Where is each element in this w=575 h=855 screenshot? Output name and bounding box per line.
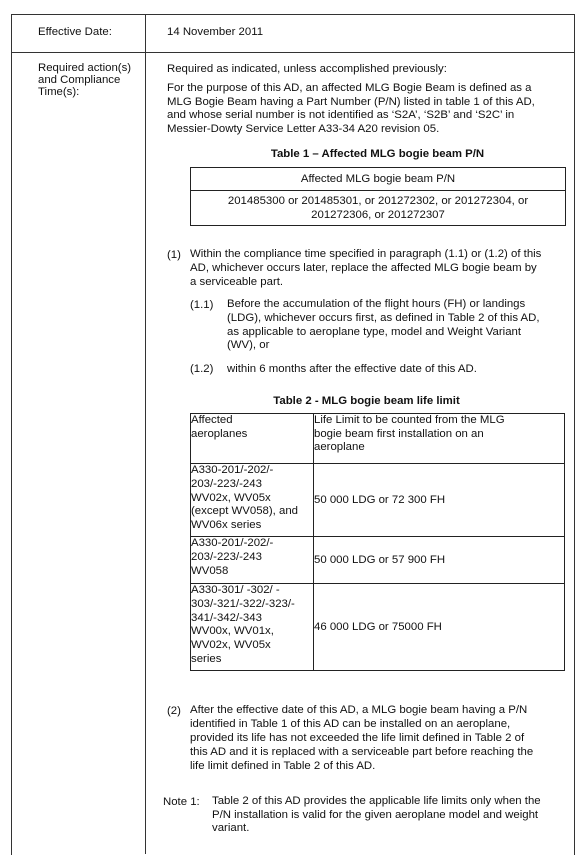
table2-caption: Table 2 - MLG bogie beam life limit — [273, 395, 460, 407]
para2-text — [190, 704, 533, 774]
table2 — [190, 413, 565, 671]
column-divider — [145, 14, 146, 854]
para1-1-line: Before the accumulation of the flight hours (FH) or landings — [227, 298, 526, 310]
purpose-paragraph — [167, 82, 535, 136]
effective-date-value: 14 November 2011 — [167, 26, 264, 38]
effective-date-label: Effective Date: — [38, 26, 112, 38]
table1-pn-cell — [191, 191, 566, 226]
compliance-label-line: Required action(s) — [38, 62, 132, 74]
purpose-line: For the purpose of this AD, an affected MLG Bogie Beam is defined as a — [167, 82, 532, 94]
aeroplane-line: series — [191, 652, 222, 665]
aeroplane-line: 303/-321/-322/-323/- — [191, 597, 295, 610]
intro-text: Required as indicated, unless accomplished previously: — [167, 63, 447, 75]
para1-2-number: (1.2) — [190, 363, 214, 375]
para1-1-number: (1.1) — [190, 299, 214, 311]
aeroplane-line: WV06x series — [191, 519, 262, 532]
table-row — [191, 584, 565, 671]
note1-label: Note 1: — [163, 796, 200, 808]
table2-col1-header — [191, 414, 314, 464]
note1-text — [212, 795, 541, 836]
aeroplane-line: WV058 — [191, 564, 229, 577]
life-limit-cell: 50 000 LDG or 57 900 FH — [314, 537, 565, 584]
para2-line: After the effective date of this AD, a MLG bogie beam having a P/N — [190, 704, 528, 716]
header-line: aeroplane — [314, 441, 365, 453]
para2-line: identified in Table 1 of this AD can be installed on an aeroplane, — [190, 717, 511, 730]
aeroplanes-cell — [191, 537, 314, 584]
life-limit-cell: 46 000 LDG or 75000 FH — [314, 584, 565, 671]
para1-line: Within the compliance time specified in paragraph (1.1) or (1.2) of this — [190, 248, 542, 260]
aeroplanes-cell — [191, 584, 314, 671]
header-line: bogie beam first installation on an — [314, 427, 484, 440]
aeroplane-line: WV02x, WV05x — [191, 639, 271, 652]
table1-pn-line: 201485300 or 201485301, or 201272302, or 201272304, or — [227, 195, 529, 207]
para1-number: (1) — [167, 249, 181, 261]
table1 — [190, 167, 566, 226]
header-line: Affected — [191, 414, 233, 426]
aeroplane-line: 341/-342/-343 — [191, 611, 262, 624]
aeroplane-line: 203/-223/-243 — [191, 550, 262, 563]
note1-line: P/N installation is valid for the given aeroplane model and weight — [212, 808, 539, 821]
life-limit-cell: 50 000 LDG or 72 300 FH — [314, 464, 565, 537]
aeroplane-line: 203/-223/-243 — [191, 477, 262, 490]
table2-col2-header — [314, 414, 565, 464]
table1-header: Affected MLG bogie beam P/N — [191, 168, 566, 191]
table-row — [191, 537, 565, 584]
aeroplane-line: WV00x, WV01x, — [191, 625, 274, 638]
table1-pn-line: 201272306, or 201272307 — [311, 209, 445, 221]
para1-1-text — [227, 298, 540, 353]
table1-caption: Table 1 – Affected MLG bogie beam P/N — [270, 148, 485, 160]
para1-line: a serviceable part. — [190, 275, 284, 288]
para1-text — [190, 248, 541, 289]
purpose-line: MLG Bogie Beam having a Part Number (P/N) listed in table 1 of this AD, — [167, 95, 535, 108]
table-row — [191, 464, 565, 537]
purpose-line: Messier-Dowty Service Letter A33-34 A20 revision 05. — [167, 122, 440, 135]
compliance-label-line: Time(s): — [38, 86, 80, 98]
compliance-label-line: and Compliance — [38, 74, 121, 86]
compliance-label — [38, 62, 131, 98]
header-line: aeroplanes — [191, 427, 248, 440]
aeroplane-line: WV02x, WV05x — [191, 491, 271, 504]
aeroplanes-cell — [191, 464, 314, 537]
para1-1-line: (WV), or — [227, 339, 270, 352]
header-line: Life Limit to be counted from the MLG — [314, 414, 505, 426]
aeroplane-line: A330-201/-202/- — [191, 464, 274, 476]
para2-line: provided its life has not exceeded the life limit defined in Table 2 of — [190, 731, 525, 744]
aeroplane-line: (except WV058), and — [191, 505, 298, 518]
para1-line: AD, whichever occurs later, replace the affected MLG bogie beam by — [190, 261, 537, 274]
para1-2-text: within 6 months after the effective date of this AD. — [227, 363, 477, 375]
para2-number: (2) — [167, 705, 181, 717]
aeroplane-line: A330-201/-202/- — [191, 537, 274, 549]
note1-line: variant. — [212, 822, 250, 834]
para1-1-line: (LDG), whichever occurs first, as defined in Table 2 of this AD, — [227, 311, 540, 324]
row-divider — [11, 52, 574, 53]
purpose-line: and whose serial number is not identified as ‘S2A’, ‘S2B’ and ‘S2C’ in — [167, 109, 515, 121]
para2-line: life limit defined in Table 2 of this AD. — [190, 759, 376, 772]
note1-line: Table 2 of this AD provides the applicable life limits only when the — [212, 795, 541, 807]
para2-line: this AD and it is replaced with a serviceable part before reaching the — [190, 745, 534, 758]
aeroplane-line: A330-301/ -302/ - — [191, 584, 280, 596]
para1-1-line: as applicable to aeroplane type, model and Weight Variant — [227, 325, 522, 338]
